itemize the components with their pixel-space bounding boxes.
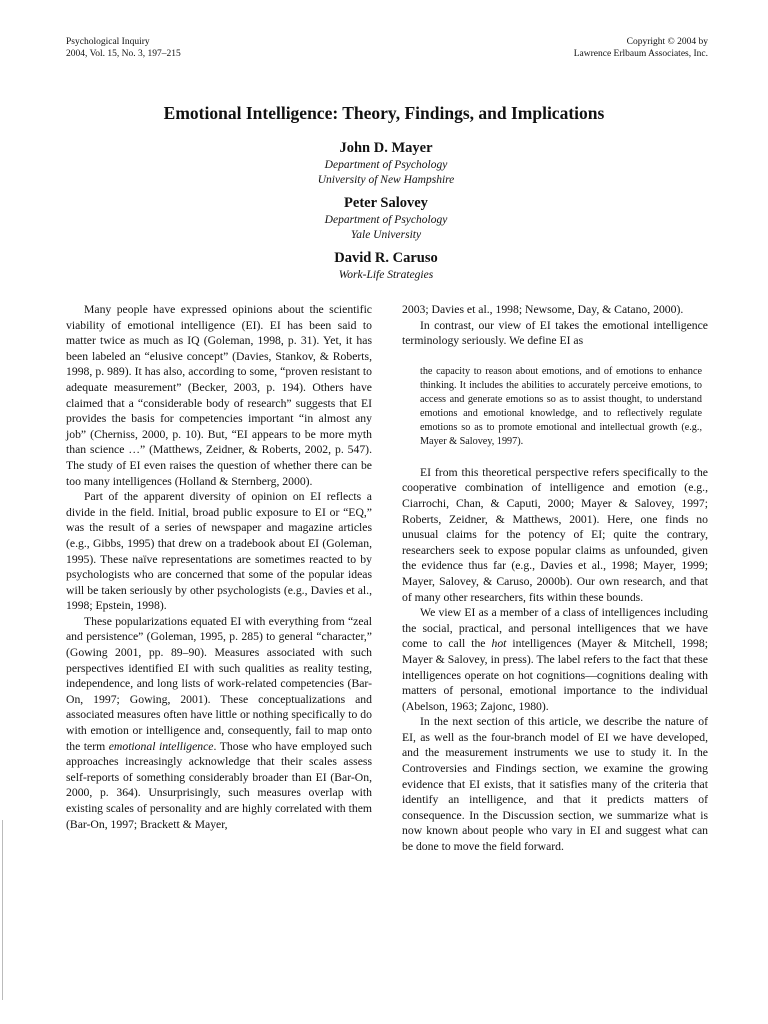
journal-volume-info: 2004, Vol. 15, No. 3, 197–215 [66,49,181,59]
body-paragraph: We view EI as a member of a class of intelligences including the social, practical, and personal intelligences that we have come to call the hot intelligences (Mayer & Mitchell, 1998; Mayer & Salovey, in press). The label refers to the fact that these intelligences operate on hot cognitions—cognitions dealing with matters of personal, emotional importance to the individual (Abelson, 1963; Zajonc, 1980). [402,606,708,713]
journal-header-left [66,36,181,60]
body-paragraph: In contrast, our view of EI takes the emotional intelligence terminology seriously. We define EI as [402,318,708,348]
body-paragraph: In the next section of this article, we describe the nature of EI, as well as the four-branch model of EI we have developed, and the measurement instruments we use to study it. In the Controversies and Findings section, we examine the growing evidence that EI exists, that it satisfies many of the criteria that identify an intelligence, and that it predicts matters of consequence. In the Discussion section, we summarize what is now known about people who vary in EI and suggest what can be done to move the field forward. [402,715,708,854]
body-paragraph-continuation: 2003; Davies et al., 1998; Newsome, Day, & Catano, 2000). [402,303,684,316]
body-paragraph: Part of the apparent diversity of opinion on EI reflects a divide in the field. Initial, broad public exposure to EI or “EQ,” was the result of a series of newspaper and magazine articles (e.g., Gibbs, 1995) that drew on a tradebook about EI (Goleman, 1995). These naïve representations are sometimes reacted to by psychologists who are concerned that some of the popular ideas will be taken seriously by other psychologists (e.g., Davies et al., 1998; Epstein, 1998). [66,490,372,613]
author-name: John D. Mayer [339,140,433,156]
copyright-line-1: Copyright © 2004 by [626,37,708,47]
definition-block-quote: the capacity to reason about emotions, and of emotions to enhance thinking. It includes the abilities to accurately perceive emotions, to access and generate emotions so as to assist thought, to understand emotions and emotional knowledge, and to reflectively regulate emotions so as to promote emotional and intellectual growth (e.g., Mayer & Salovey, 1997). [420,365,702,447]
body-column-left [66,302,372,832]
author-affiliation-line: University of New Hampshire [317,174,455,186]
author-affiliation-line: Department of Psychology [324,214,448,226]
scan-margin-mark [2,820,3,1000]
copyright-line-2: Lawrence Erlbaum Associates, Inc. [573,49,708,59]
author-1 [0,139,768,188]
body-column-right [402,302,708,855]
emphasized-term: hot [491,637,507,651]
article-title: Emotional Intelligence: Theory, Findings, and Implications [163,103,605,123]
author-block [0,139,768,289]
author-affiliation-line: Yale University [350,229,422,241]
journal-name: Psychological Inquiry [66,37,150,47]
body-paragraph: These popularizations equated EI with everything from “zeal and persistence” (Goleman, 1995, p. 285) to general “character,” (Gowing 2001, pp. 89–90). Measures associated with such perspectives identified EI with such qualities as reality testing, independence, and long lists of work-related competencies (Bar-On, 1997; Gowing, 2001). These conceptualizations and associated measures often have little or nothing specifically to do with emotion or intelligence and, consequently, fail to map onto the term emotional intelligence. Those who have employed such approaches increasingly acknowledge that their scales assess self-reports of something considerably broader than EI (Bar-On, 2000, p. 364). Unsurprisingly, such measures overlap with existing scales of personality and are highly correlated with them (Bar-On, 1997; Brackett & Mayer, [66,614,373,831]
journal-header-right [574,36,708,60]
body-paragraph: Many people have expressed opinions about the scientific viability of emotional intelligence (EI). EI has been said to matter twice as much as IQ (Goleman, 1998, p. 31). Yet, it has been labeled an “elusive concept” (Davies, Stankov, & Roberts, 1998, p. 989). It has also, according to some, “proven resistant to adequate measurement” (Becker, 2003, p. 194). Others have claimed that a “considerable body of research” suggests that EI provides the basis for competencies important “in almost any job” (Cherniss, 2000, p. 10). But, “EI appears to be more myth than science …” (Matthews, Zeidner, & Roberts, 2002, p. 547). The study of EI even raises the question of whether there can be too many intelligences (Holland & Sternberg, 2000). [66,303,372,488]
author-affiliation-line: Department of Psychology [324,159,448,171]
author-name: David R. Caruso [334,250,438,266]
author-name: Peter Salovey [344,195,428,211]
body-paragraph: EI from this theoretical perspective refers specifically to the cooperative combination of intelligence and emotion (e.g., Ciarrochi, Chan, & Caputi, 2000; Mayer & Salovey, 1997; Roberts, Zeidner, & Matthews, 2001). Here, one finds no unusual claims for the potency of EI; quite the contrary, researchers seek to expose popular claims as unfounded, given the evidence thus far (e.g., Davies et al., 1998; Mayer, 1999; Mayer, Salovey, & Caruso, 2000b). Our own research, and that of many other researchers, fits within these bounds. [402,465,708,604]
author-affiliation-line: Work-Life Strategies [338,269,434,281]
emphasized-term: emotional intelligence [108,739,214,753]
author-2 [0,194,768,243]
author-3 [0,249,768,283]
